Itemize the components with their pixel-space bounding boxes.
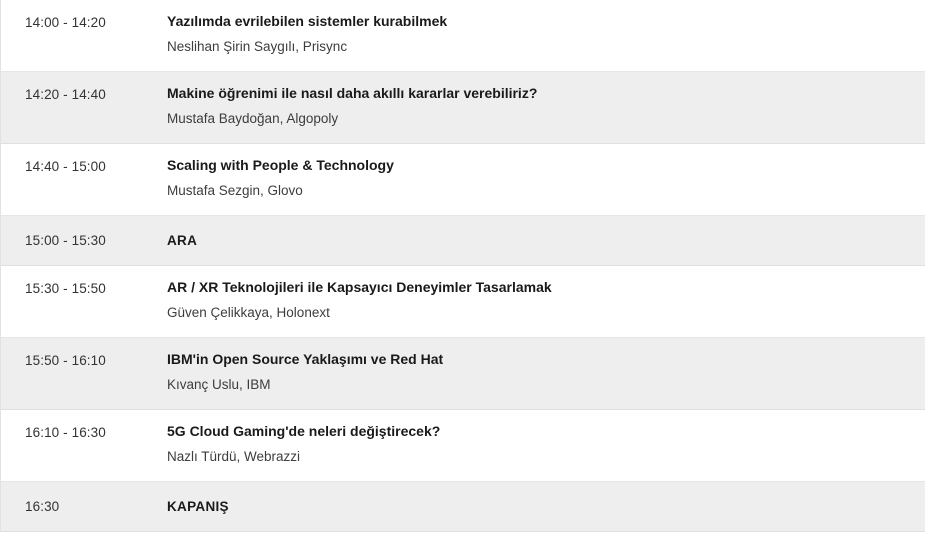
session-title: Makine öğrenimi ile nasıl daha akıllı kararlar verebiliriz? [167, 85, 538, 101]
schedule-session-row[interactable] [1, 72, 925, 144]
session-time: 14:00 - 14:20 [25, 15, 106, 30]
session-speaker: Mustafa Sezgin, Glovo [167, 182, 303, 198]
session-title: Scaling with People & Technology [167, 157, 394, 173]
session-time: 15:00 - 15:30 [25, 233, 106, 249]
session-details [145, 278, 902, 322]
session-speaker: Nazlı Türdü, Webrazzi [167, 448, 301, 464]
session-time: 15:30 - 15:50 [25, 281, 106, 296]
session-details [145, 84, 902, 128]
session-speaker: Neslihan Şirin Saygılı, Prisync [167, 38, 348, 54]
session-title: AR / XR Teknolojileri ile Kapsayıcı Deneyimler Tasarlamak [167, 279, 552, 295]
session-speaker: Güven Çelikkaya, Holonext [167, 304, 330, 320]
schedule-break-row[interactable] [1, 482, 925, 532]
schedule-session-row[interactable] [1, 266, 925, 338]
session-details [145, 350, 902, 394]
schedule-session-row[interactable] [1, 410, 925, 482]
schedule-session-row[interactable] [1, 0, 925, 72]
session-time: 14:40 - 15:00 [25, 159, 106, 174]
session-details [145, 422, 902, 466]
session-title: IBM'in Open Source Yaklaşımı ve Red Hat [167, 351, 444, 367]
session-time: 14:20 - 14:40 [25, 87, 106, 102]
break-label: ARA [167, 233, 198, 248]
session-title: 5G Cloud Gaming'de neleri değiştirecek? [167, 423, 441, 439]
session-time: 16:30 [25, 499, 60, 515]
session-speaker: Mustafa Baydoğan, Algopoly [167, 110, 339, 126]
schedule-session-row[interactable] [1, 144, 925, 216]
session-details [145, 12, 902, 56]
session-speaker: Kıvanç Uslu, IBM [167, 376, 271, 392]
schedule-session-row[interactable] [1, 338, 925, 410]
break-label: KAPANIŞ [167, 499, 229, 514]
session-details [145, 156, 902, 200]
session-title: Yazılımda evrilebilen sistemler kurabilmek [167, 13, 448, 29]
schedule-break-row[interactable] [1, 216, 925, 266]
session-time: 16:10 - 16:30 [25, 425, 106, 440]
session-time: 15:50 - 16:10 [25, 353, 106, 368]
